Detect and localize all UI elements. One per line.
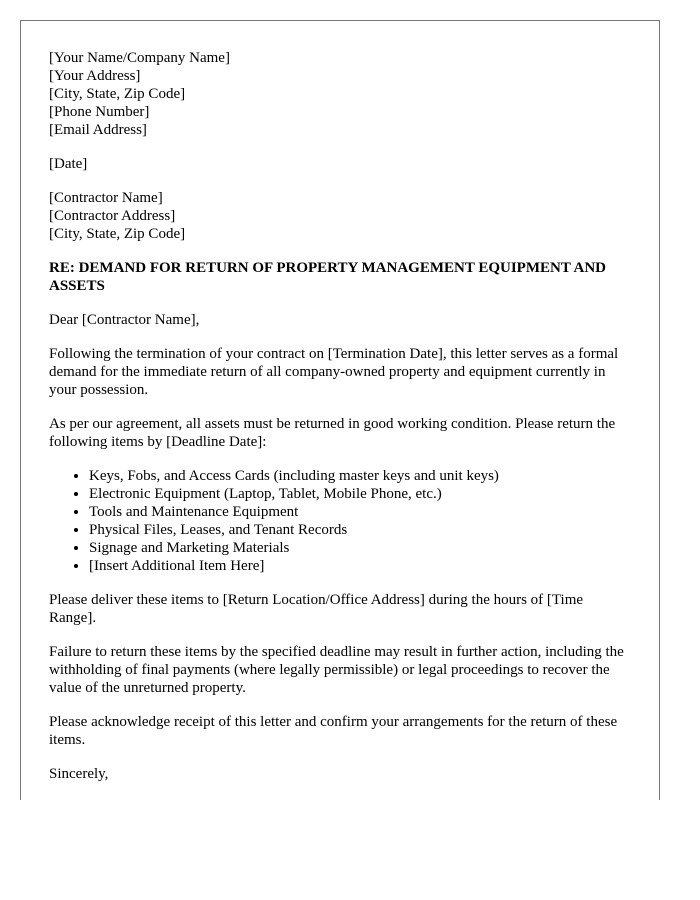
salutation: Dear [Contractor Name], <box>49 312 200 328</box>
recipient-block <box>49 189 633 243</box>
items-list <box>49 467 633 575</box>
letter-page <box>20 20 660 800</box>
list-item: • Keys, Fobs, and Access Cards (including master keys and unit keys) <box>89 467 633 485</box>
sender-city-state-zip: [City, State, Zip Code] <box>49 86 186 102</box>
paragraph-failure: Failure to return these items by the specified deadline may result in further action, including the withholding of final payments (where legally permissible) or legal proceedings to recover the value of the unreturned property. <box>49 644 624 696</box>
paragraph-agreement: As per our agreement, all assets must be returned in good working condition. Please return the following items by [Deadline Date]: <box>49 416 616 450</box>
letter-content <box>49 49 633 783</box>
list-item: • Signage and Marketing Materials <box>89 539 633 557</box>
recipient-city-state-zip: [City, State, Zip Code] <box>49 226 186 242</box>
subject-line: RE: DEMAND FOR RETURN OF PROPERTY MANAGEMENT EQUIPMENT AND ASSETS <box>49 260 606 294</box>
sender-email: [Email Address] <box>49 122 147 138</box>
sender-block <box>49 49 633 139</box>
closing: Sincerely, <box>49 766 109 782</box>
paragraph-delivery: Please deliver these items to [Return Location/Office Address] during the hours of [Time Range]. <box>49 592 584 626</box>
paragraph-acknowledge: Please acknowledge receipt of this letter and confirm your arrangements for the return of these items. <box>49 714 618 748</box>
recipient-name: [Contractor Name] <box>49 190 163 206</box>
list-item: • [Insert Additional Item Here] <box>89 557 633 575</box>
letter-date: [Date] <box>49 156 88 172</box>
sender-name: [Your Name/Company Name] <box>49 50 230 66</box>
sender-phone: [Phone Number] <box>49 104 150 120</box>
list-item: • Electronic Equipment (Laptop, Tablet, Mobile Phone, etc.) <box>89 485 633 503</box>
sender-address: [Your Address] <box>49 68 141 84</box>
recipient-address: [Contractor Address] <box>49 208 176 224</box>
list-item: • Physical Files, Leases, and Tenant Records <box>89 521 633 539</box>
list-item: • Tools and Maintenance Equipment <box>89 503 633 521</box>
date-block <box>49 155 633 173</box>
paragraph-intro: Following the termination of your contract on [Termination Date], this letter serves as a formal demand for the immediate return of all company-owned property and equipment currently in your possession. <box>49 346 619 398</box>
